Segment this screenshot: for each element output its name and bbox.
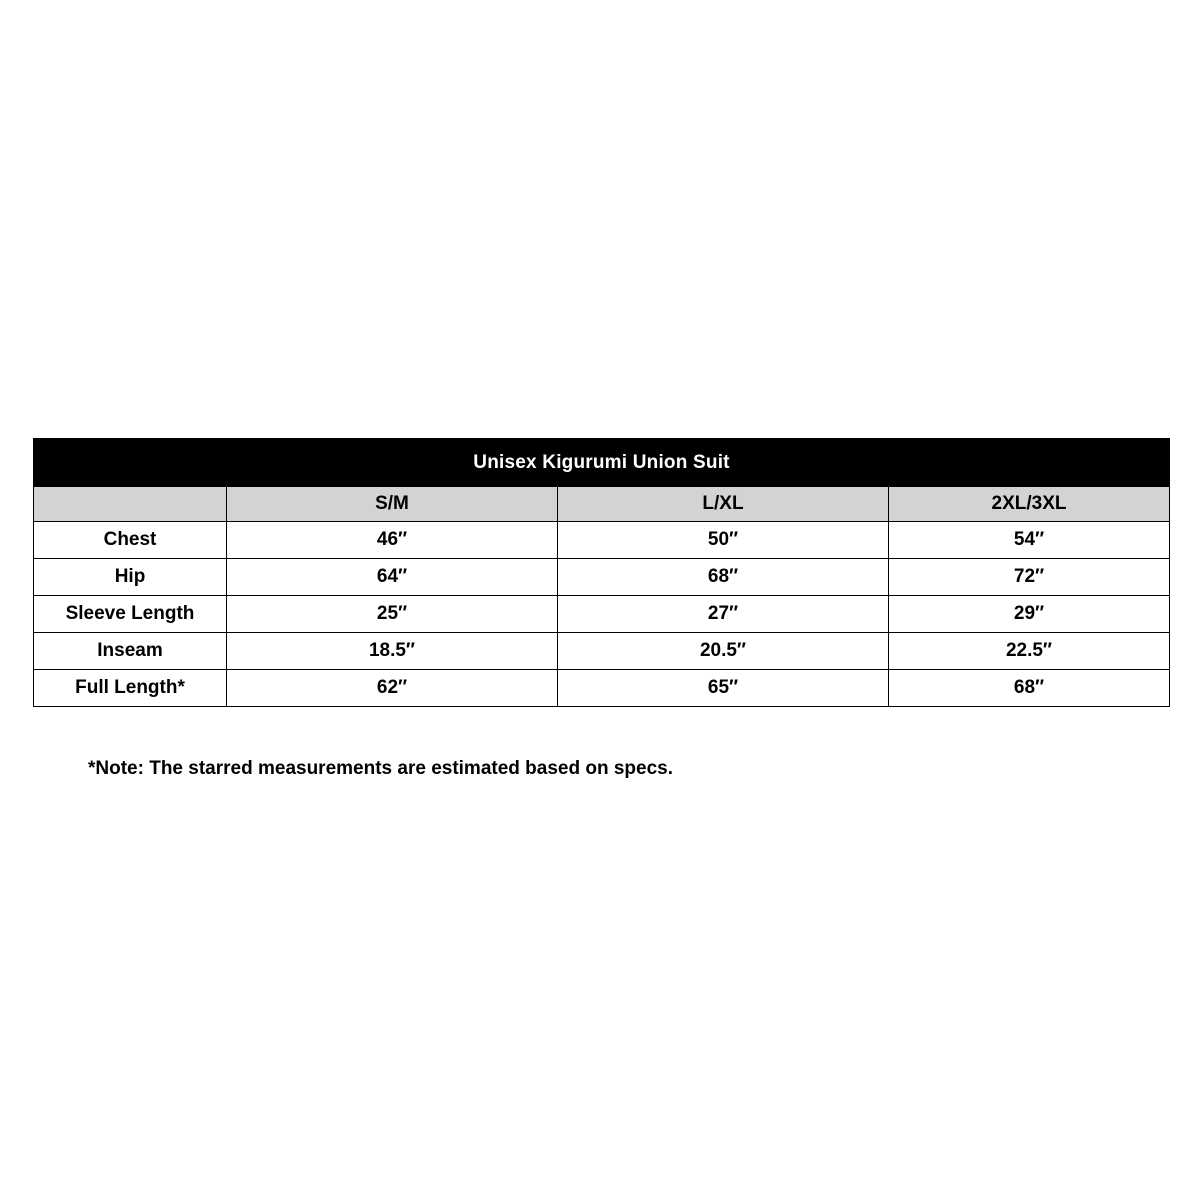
header-row bbox=[34, 487, 1170, 522]
table-cell: 46″ bbox=[227, 522, 558, 559]
table-cell: 62″ bbox=[227, 670, 558, 707]
table-cell: 29″ bbox=[889, 596, 1170, 633]
table-row-chest bbox=[34, 522, 1170, 559]
table-cell: 64″ bbox=[227, 559, 558, 596]
table-cell: 22.5″ bbox=[889, 633, 1170, 670]
table-cell: 18.5″ bbox=[227, 633, 558, 670]
table-row-sleeve-length bbox=[34, 596, 1170, 633]
table-cell: 25″ bbox=[227, 596, 558, 633]
size-table bbox=[33, 438, 1170, 707]
size-chart bbox=[33, 438, 1169, 707]
title-row bbox=[34, 439, 1170, 487]
header-cell-s-m: S/M bbox=[227, 487, 558, 522]
table-cell: 50″ bbox=[558, 522, 889, 559]
table-cell: 68″ bbox=[558, 559, 889, 596]
row-label: Inseam bbox=[34, 633, 227, 670]
table-row-full-length bbox=[34, 670, 1170, 707]
row-label: Sleeve Length bbox=[34, 596, 227, 633]
table-cell: 27″ bbox=[558, 596, 889, 633]
header-cell-2xl-3xl: 2XL/3XL bbox=[889, 487, 1170, 522]
table-cell: 65″ bbox=[558, 670, 889, 707]
footnote: *Note: The starred measurements are estimated based on specs. bbox=[88, 758, 674, 779]
row-label: Hip bbox=[34, 559, 227, 596]
header-cell-blank bbox=[34, 487, 227, 522]
table-row-hip bbox=[34, 559, 1170, 596]
table-cell: 72″ bbox=[889, 559, 1170, 596]
table-cell: 68″ bbox=[889, 670, 1170, 707]
header-cell-l-xl: L/XL bbox=[558, 487, 889, 522]
table-cell: 54″ bbox=[889, 522, 1170, 559]
row-label: Chest bbox=[34, 522, 227, 559]
table-row-inseam bbox=[34, 633, 1170, 670]
row-label: Full Length* bbox=[34, 670, 227, 707]
table-cell: 20.5″ bbox=[558, 633, 889, 670]
table-title: Unisex Kigurumi Union Suit bbox=[34, 439, 1170, 487]
